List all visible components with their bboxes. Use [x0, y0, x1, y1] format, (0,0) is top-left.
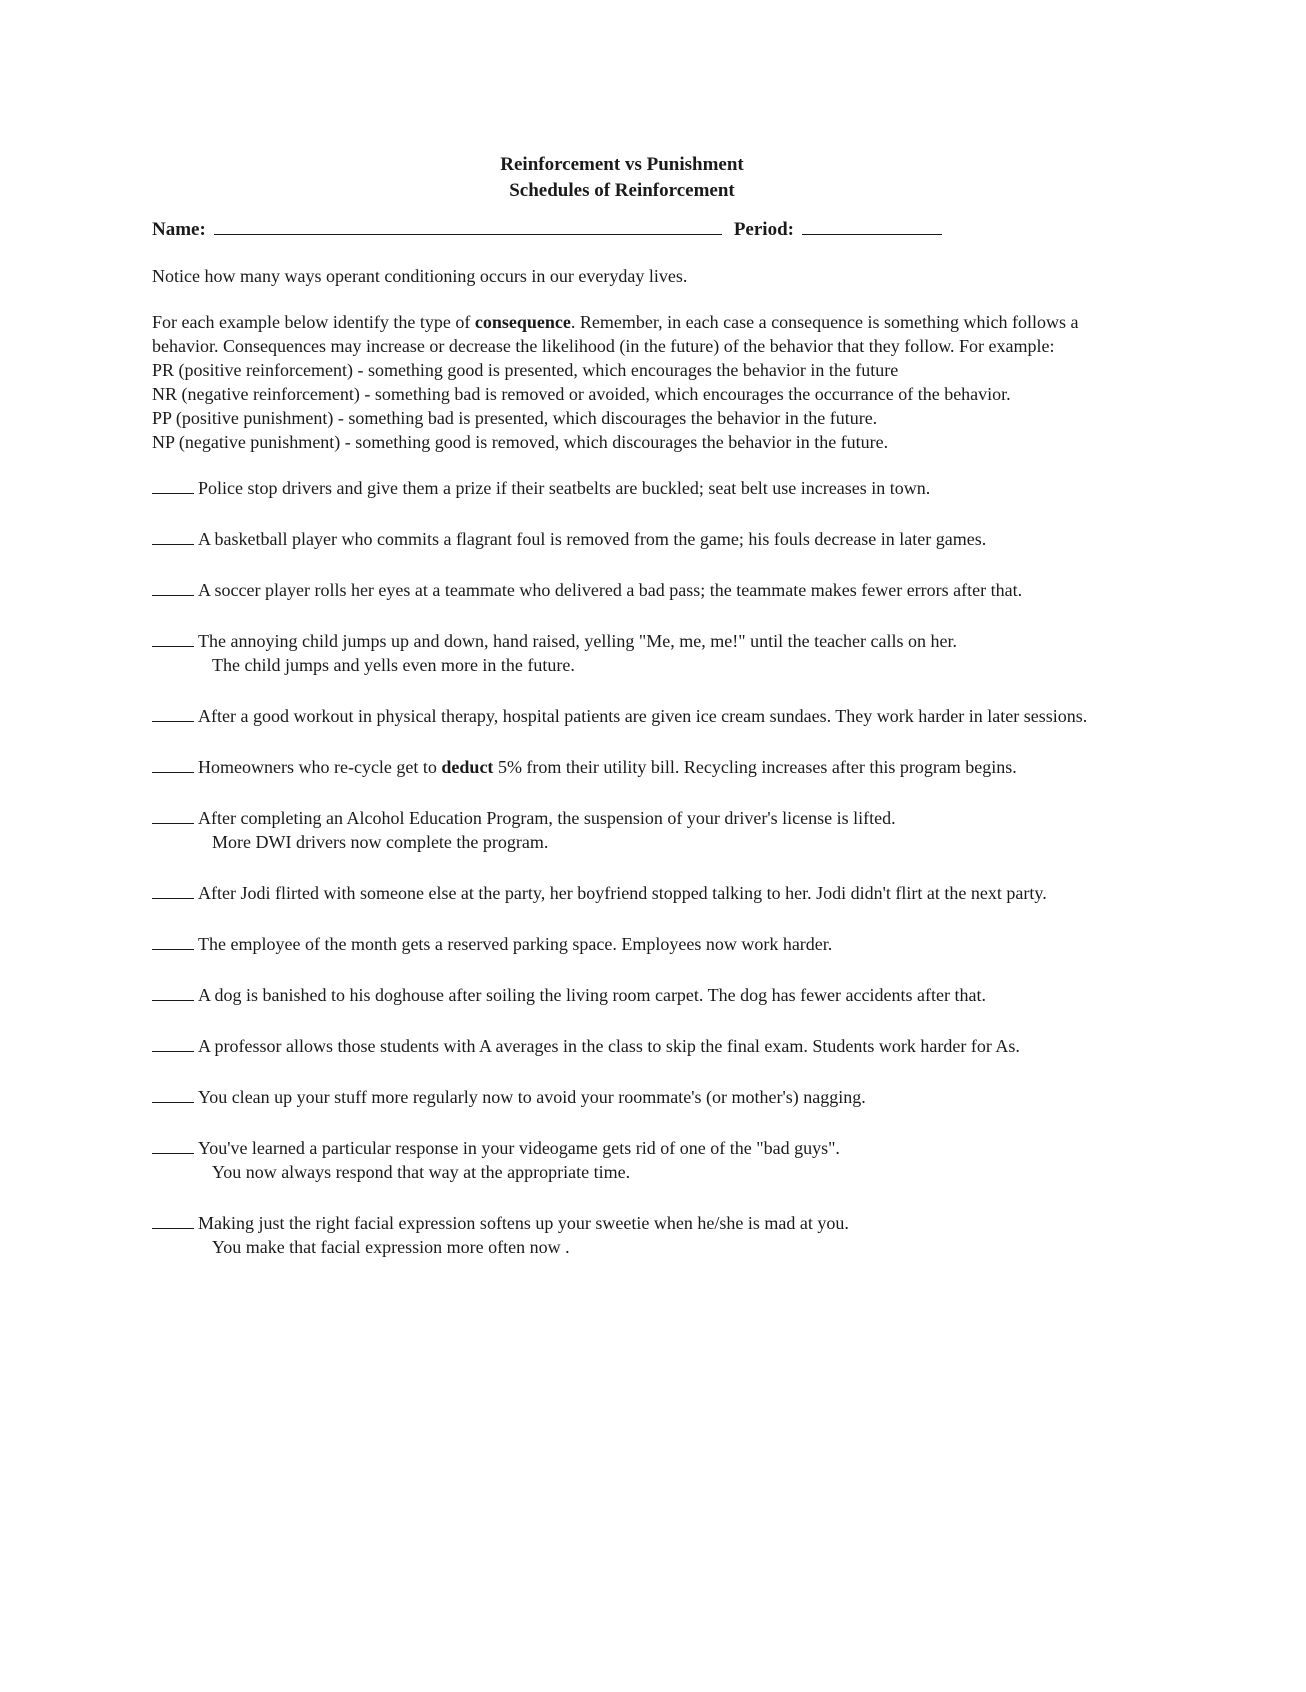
- answer-blank[interactable]: [152, 1227, 194, 1229]
- answer-blank[interactable]: [152, 492, 194, 494]
- list-item: After Jodi flirted with someone else at the party, her boyfriend stopped talking to her. Jodi didn't flirt at the next party.: [152, 881, 1142, 905]
- name-field[interactable]: [214, 233, 722, 235]
- definition-np: NP (negative punishment) - something good is removed, which discourages the behavior in the future.: [152, 432, 889, 452]
- definition-pp: PP (positive punishment) - something bad is presented, which discourages the behavior in the future.: [152, 408, 878, 428]
- period-label: Period:: [733, 219, 794, 240]
- list-item: After completing an Alcohol Education Program, the suspension of your driver's license is lifted. More DWI drivers now complete the program.: [152, 806, 1142, 854]
- list-item: You clean up your stuff more regularly now to avoid your roommate's (or mother's) nagging.: [152, 1085, 1142, 1109]
- example-list: [152, 476, 1142, 1259]
- answer-blank[interactable]: [152, 543, 194, 545]
- intro-text: Notice how many ways operant conditioning occurs in our everyday lives.: [152, 266, 688, 286]
- list-item: A basketball player who commits a flagrant foul is removed from the game; his fouls decrease in later games.: [152, 527, 1142, 551]
- answer-blank[interactable]: [152, 645, 194, 647]
- answer-blank[interactable]: [152, 897, 194, 899]
- page-title: Reinforcement vs Punishment: [500, 154, 744, 175]
- answer-blank[interactable]: [152, 948, 194, 950]
- answer-blank[interactable]: [152, 594, 194, 596]
- list-item: A professor allows those students with A averages in the class to skip the final exam. Students work harder for As.: [152, 1034, 1142, 1058]
- answer-blank[interactable]: [152, 999, 194, 1001]
- list-item: A soccer player rolls her eyes at a teammate who delivered a bad pass; the teammate makes fewer errors after that.: [152, 578, 1142, 602]
- name-period-row: [152, 218, 1142, 242]
- list-item: Homeowners who re-cycle get to deduct 5% from their utility bill. Recycling increases after this program begins.: [152, 755, 1142, 779]
- definition-pr: PR (positive reinforcement) - something good is presented, which encourages the behavior in the future: [152, 360, 899, 380]
- list-item: You've learned a particular response in your videogame gets rid of one of the "bad guys". You now always respond that way at the appropriate time.: [152, 1136, 1142, 1184]
- list-item: After a good workout in physical therapy, hospital patients are given ice cream sundaes. They work harder in later sessions.: [152, 704, 1142, 728]
- list-item: The annoying child jumps up and down, hand raised, yelling "Me, me, me!" until the teacher calls on her. The child jumps and yells even more in the future.: [152, 629, 1142, 677]
- answer-blank[interactable]: [152, 1152, 194, 1154]
- list-item: The employee of the month gets a reserved parking space. Employees now work harder.: [152, 932, 1142, 956]
- answer-blank[interactable]: [152, 1101, 194, 1103]
- answer-blank[interactable]: [152, 1050, 194, 1052]
- definition-nr: NR (negative reinforcement) - something bad is removed or avoided, which encourages the occurrance of the behavior.: [152, 384, 1011, 404]
- answer-blank[interactable]: [152, 822, 194, 824]
- answer-blank[interactable]: [152, 771, 194, 773]
- answer-blank[interactable]: [152, 720, 194, 722]
- instructions-text: For each example below identify the type of consequence. Remember, in each case a consequence is something which follows a behavior. Consequences may increase or decrease the likelihood (in the future) of the behavior that they follow. For example:: [152, 312, 1079, 356]
- name-label: Name:: [152, 219, 206, 240]
- list-item: A dog is banished to his doghouse after soiling the living room carpet. The dog has fewer accidents after that.: [152, 983, 1142, 1007]
- worksheet-page: [152, 152, 1142, 1286]
- worksheet-header: [102, 152, 1142, 204]
- consequence-term: consequence: [474, 312, 571, 332]
- list-item: Police stop drivers and give them a prize if their seatbelts are buckled; seat belt use increases in town.: [152, 476, 1142, 500]
- period-field[interactable]: [802, 233, 942, 235]
- deduct-term: deduct: [441, 757, 494, 777]
- instructions-block: [152, 310, 1142, 454]
- list-item: Making just the right facial expression softens up your sweetie when he/she is mad at you. You make that facial expression more often now .: [152, 1211, 1142, 1259]
- page-subtitle: Schedules of Reinforcement: [509, 180, 735, 201]
